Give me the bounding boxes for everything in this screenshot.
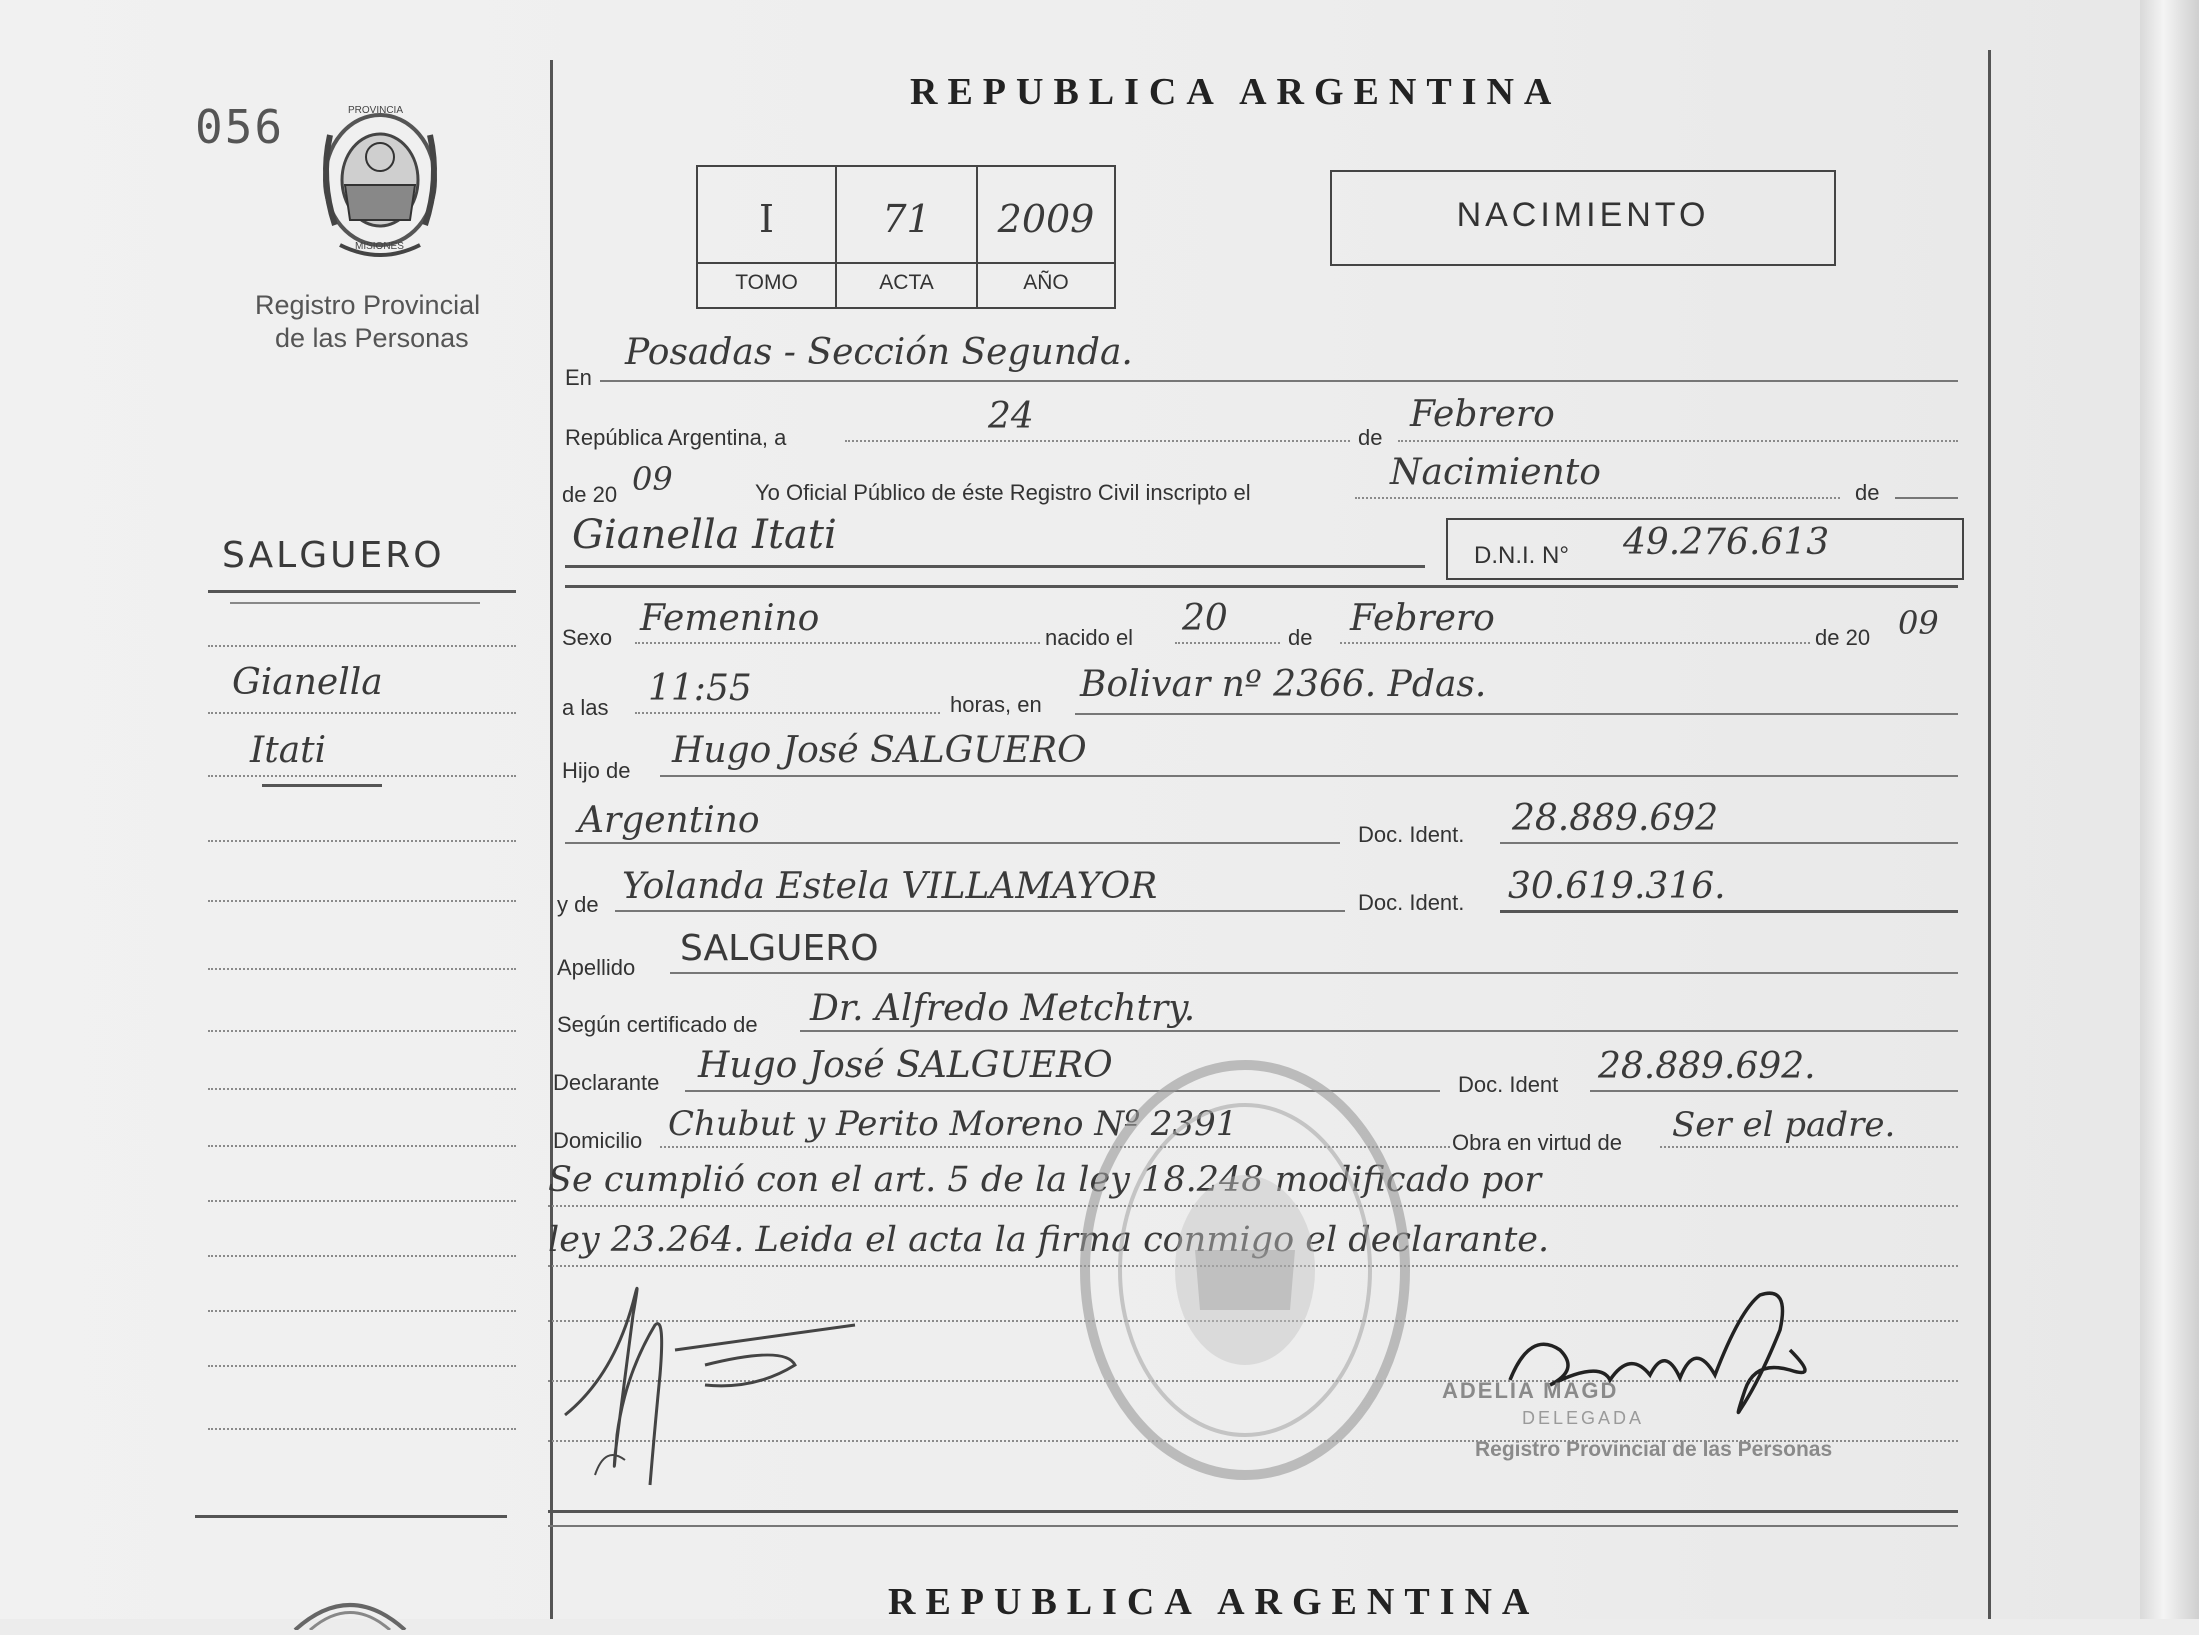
rule — [615, 910, 1345, 912]
inscribed-value: Nacimiento — [1390, 452, 1601, 493]
margin-given-name-1: Gianella — [232, 662, 383, 703]
margin-line — [208, 1088, 516, 1090]
remarks-line-2: ley 23.264. Leida el acta la firma conmigo el declarante. — [548, 1220, 1550, 1260]
horas-label: horas, en — [950, 692, 1042, 717]
margin-line — [208, 1310, 516, 1312]
rule — [1500, 910, 1958, 913]
right-vertical-rule — [1988, 50, 1991, 1619]
margin-line — [208, 712, 516, 714]
rule — [1660, 1146, 1958, 1148]
rule — [1398, 440, 1958, 442]
domicilio-label: Domicilio — [553, 1128, 643, 1153]
birth-year-suffix: 09 — [1898, 604, 1939, 642]
sexo-label: Sexo — [562, 625, 613, 650]
margin-bottom-rule — [195, 1515, 507, 1518]
ano-value: 2009 — [997, 197, 1095, 241]
doc-ident-label-mother: Doc. Ident. — [1358, 890, 1465, 915]
en-value: Posadas - Sección Segunda. — [625, 332, 1133, 373]
doc-ident-label: Doc. Ident. — [1358, 822, 1465, 847]
margin-line — [208, 1428, 516, 1430]
obra-label: Obra en virtud de — [1452, 1130, 1622, 1155]
record-type-box — [1330, 170, 1836, 266]
a-las-label: a las — [562, 695, 609, 720]
next-page-title: REPUBLICA ARGENTINA — [888, 1581, 1540, 1623]
declarante-doc: 28.889.692. — [1598, 1046, 1816, 1087]
y-de-label: y de — [557, 892, 599, 917]
rule — [660, 775, 1958, 777]
margin-given-name-2: Itati — [250, 730, 327, 771]
hijo-label: Hijo de — [562, 758, 631, 783]
father-nationality: Argentino — [578, 800, 760, 841]
acta-label: ACTA — [879, 271, 934, 294]
rule — [565, 842, 1340, 844]
sexo-value: Femenino — [640, 598, 820, 639]
year-prefix: de 20 — [562, 482, 618, 507]
father-doc: 28.889.692 — [1512, 798, 1719, 839]
rule — [1355, 497, 1840, 499]
margin-line — [208, 968, 516, 970]
rule — [845, 440, 1350, 442]
margin-underline-2 — [262, 784, 382, 787]
day-value: 24 — [988, 396, 1034, 437]
certificado-value: Dr. Alfredo Metchtry. — [810, 988, 1196, 1029]
margin-surname: SALGUERO — [222, 535, 445, 576]
mother-doc: 30.619.316. — [1508, 866, 1726, 907]
year-suffix: 09 — [632, 460, 673, 498]
left-vertical-rule — [550, 60, 553, 1619]
de-label-3: de — [1288, 625, 1313, 650]
birth-year-prefix: de 20 — [1815, 625, 1871, 650]
rule — [1590, 1090, 1958, 1092]
certificado-label: Según certificado de — [557, 1012, 758, 1037]
rule — [670, 972, 1958, 974]
margin-line — [208, 775, 516, 777]
margin-line — [208, 900, 516, 902]
rule-double — [565, 585, 1958, 588]
en-label: En — [565, 365, 592, 390]
folio-number: 056 — [195, 100, 285, 154]
rule — [1175, 642, 1280, 644]
tomo-acta-ano-box — [696, 165, 1116, 309]
margin-line — [208, 1200, 516, 1202]
acta-value: 71 — [882, 197, 931, 241]
form-bottom-rule-2 — [548, 1525, 1958, 1527]
margin-underline-1 — [208, 590, 516, 593]
stamp-line-1: ADELIA MAGD — [1442, 1378, 1619, 1403]
margin-line — [208, 1365, 516, 1367]
document-title: REPUBLICA ARGENTINA — [910, 71, 1562, 113]
domicilio-value: Chubut y Perito Moreno Nº 2391 — [668, 1104, 1238, 1144]
rule — [1340, 642, 1810, 644]
declarant-signature — [555, 1255, 885, 1495]
father-name: Hugo José SALGUERO — [672, 730, 1087, 771]
rule — [800, 1030, 1958, 1032]
next-emblem — [285, 1590, 415, 1630]
declarante-value: Hugo José SALGUERO — [698, 1045, 1113, 1086]
declarante-label: Declarante — [553, 1070, 660, 1095]
republica-label: República Argentina, a — [565, 425, 787, 450]
page-edge — [2140, 0, 2199, 1619]
margin-line — [208, 840, 516, 842]
time-value: 11:55 — [648, 668, 752, 709]
margin-line — [208, 1255, 516, 1257]
form-bottom-rule — [548, 1510, 1958, 1513]
dni-box — [1446, 518, 1964, 580]
rule — [1075, 713, 1958, 715]
apellido-label: Apellido — [557, 955, 636, 980]
tomo-value: I — [758, 197, 774, 241]
nacido-label: nacido el — [1045, 625, 1134, 650]
month-value: Febrero — [1410, 394, 1555, 435]
rule — [635, 642, 1040, 644]
obra-value: Ser el padre. — [1672, 1105, 1896, 1145]
place-value: Bolivar nº 2366. Pdas. — [1080, 664, 1487, 705]
remarks-line-1: Se cumplió con el art. 5 de la ley 18.248 modificado por — [548, 1160, 1542, 1200]
record-type: NACIMIENTO — [1456, 196, 1710, 234]
margin-line — [208, 645, 516, 647]
provincial-emblem: PROVINCIA MISIONES — [300, 95, 460, 265]
de-label: de — [1358, 425, 1383, 450]
doc-ident-label-2: Doc. Ident — [1458, 1072, 1559, 1097]
ano-label: AÑO — [1023, 271, 1069, 294]
rule — [635, 712, 940, 714]
birth-month: Febrero — [1350, 598, 1495, 639]
registry-line-1: Registro Provincial — [255, 290, 481, 320]
margin-line — [208, 1145, 516, 1147]
dni-label: D.N.I. N° — [1474, 542, 1569, 569]
tomo-label: TOMO — [735, 271, 798, 294]
rule — [565, 565, 1425, 568]
child-name: Gianella Itati — [572, 512, 837, 558]
rule — [1500, 842, 1958, 844]
de-label-2: de — [1855, 480, 1880, 505]
officer-text: Yo Oficial Público de éste Registro Civil inscripto el — [755, 480, 1251, 505]
margin-underline-1b — [230, 602, 480, 604]
dni-value: 49.276.613 — [1623, 522, 1830, 563]
rule — [1895, 497, 1958, 499]
birth-day: 20 — [1182, 598, 1228, 639]
official-seal — [1075, 1050, 1415, 1490]
stamp-line-3: Registro Provincial de las Personas — [1475, 1438, 1833, 1461]
registry-line-2: de las Personas — [275, 323, 469, 353]
apellido-value: SALGUERO — [680, 928, 879, 969]
stamp-line-2: DELEGADA — [1522, 1408, 1645, 1428]
mother-name: Yolanda Estela VILLAMAYOR — [622, 866, 1158, 907]
margin-line — [208, 1030, 516, 1032]
rule — [600, 380, 1958, 382]
